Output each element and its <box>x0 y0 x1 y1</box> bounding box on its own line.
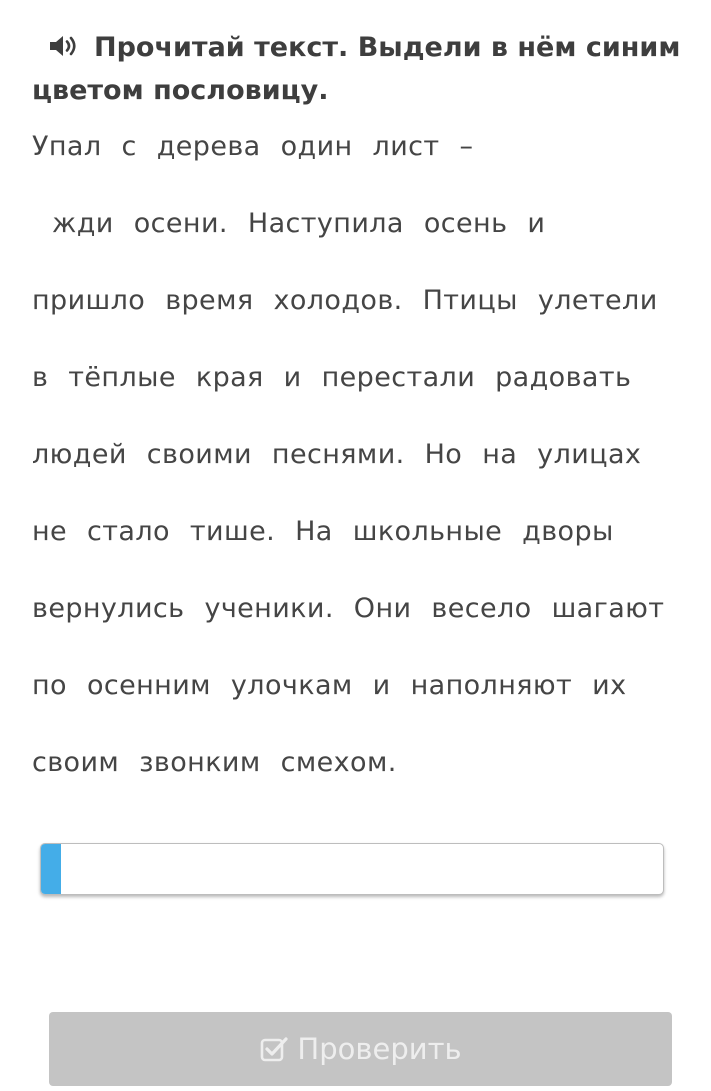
reading-text <box>32 108 702 801</box>
text-line: вернулись ученики. Они весело шагают <box>32 593 665 624</box>
answer-input[interactable] <box>40 843 664 895</box>
text-line: жди осени. Наступила осень и <box>52 208 546 239</box>
answer-accent-stripe <box>41 844 61 894</box>
text-line: по осенним улочкам и наполняют их <box>32 670 627 701</box>
check-button-label: Проверить <box>297 1032 462 1066</box>
text-line: своим звонким смехом. <box>32 747 397 778</box>
speaker-icon[interactable] <box>48 34 80 58</box>
text-line: не стало тише. На школьные дворы <box>32 516 614 547</box>
task-instruction <box>32 26 682 112</box>
text-line: пришло время холодов. Птицы улетели <box>32 285 658 316</box>
text-line: в тёплые края и перестали радовать <box>32 362 632 393</box>
checkbox-check-icon <box>259 1034 289 1064</box>
text-line: людей своими песнями. Но на улицах <box>32 439 642 470</box>
text-line: Упал с дерева один лист – <box>32 131 474 162</box>
instruction-text: Прочитай текст. Выдели в нём синим цветом пословицу. <box>32 32 681 106</box>
check-button[interactable] <box>49 1012 672 1086</box>
